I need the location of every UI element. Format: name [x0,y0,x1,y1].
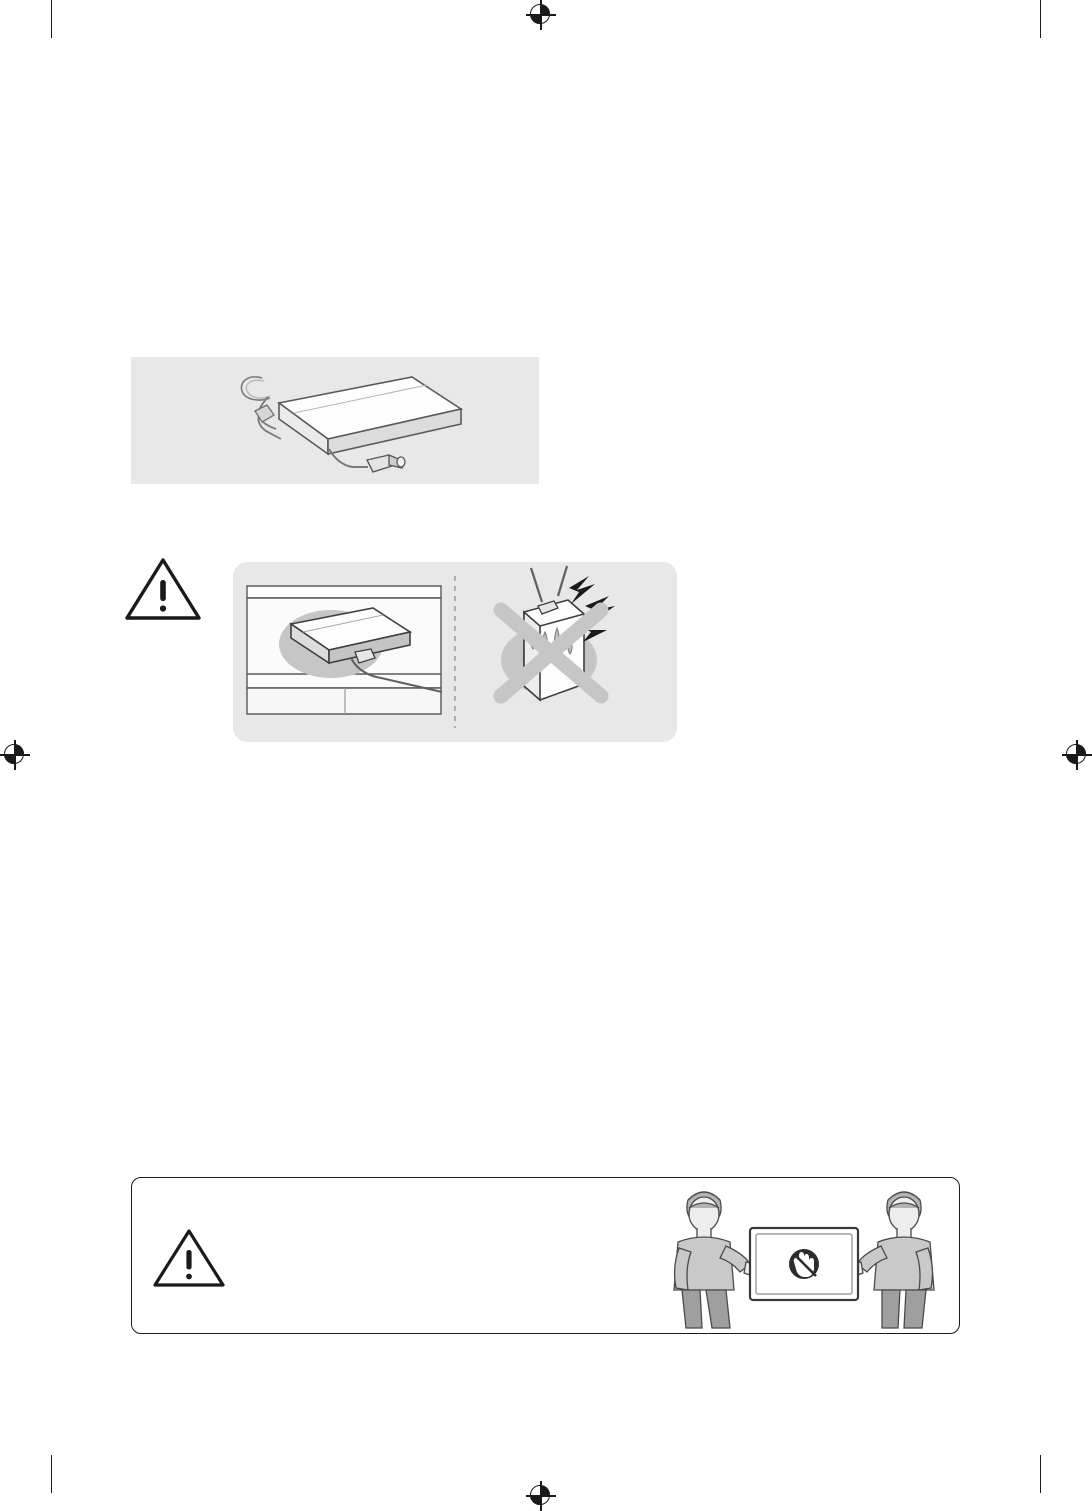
adapter-figure [131,357,539,484]
carry-tv-figure [666,1182,942,1330]
caution-triangle-icon [124,556,202,622]
adapter-illustration-icon [131,357,539,484]
bottom-caution-triangle-icon [152,1227,226,1289]
crop-mark-top-right [1040,0,1041,38]
crop-mark-top-left [51,0,52,38]
registration-target-top-icon [526,0,556,30]
caution-pair-figure [233,562,677,742]
crop-mark-bottom-left [51,1455,52,1493]
caution-pair-alt [677,562,678,563]
crop-mark-bottom-right [1040,1455,1041,1493]
registration-target-right-icon [1062,740,1092,770]
adapter-figure-alt [539,357,540,358]
carry-tv-illustration-icon [666,1182,942,1330]
caution-pair-illustration-icon [233,562,677,742]
registration-target-left-icon [0,740,30,770]
registration-target-bottom-icon [526,1481,556,1511]
